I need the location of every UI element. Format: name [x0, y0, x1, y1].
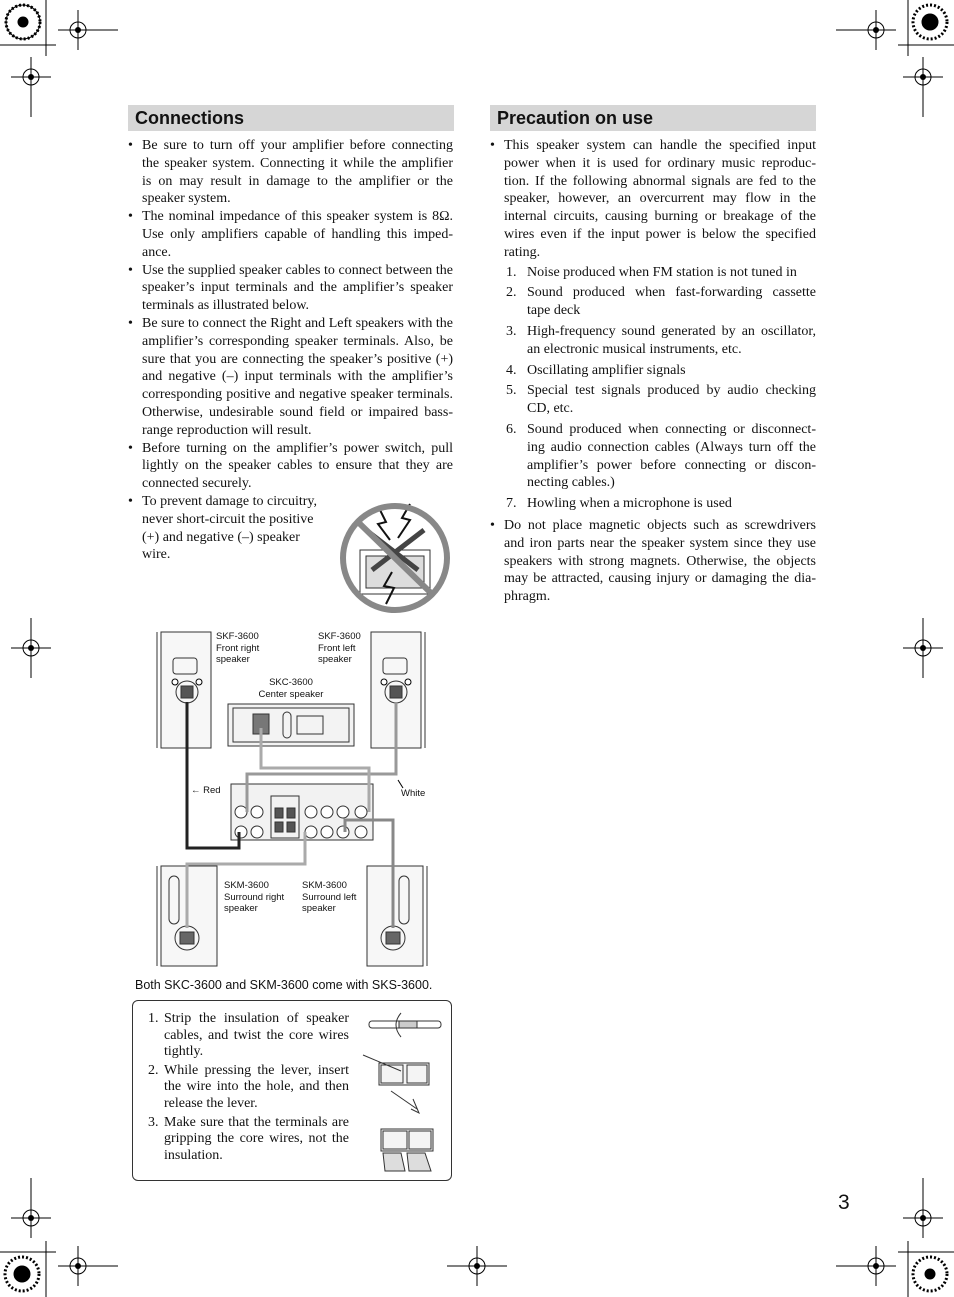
list-item: 3. Make sure that the terminals are gripping the core wires, not the insulation. — [148, 1114, 349, 1163]
steps-list — [145, 1011, 349, 1166]
list-item: 3. High-frequency sound generated by an oscillator, an electronic musical instruments, etc. — [506, 323, 816, 357]
list-item: 2. While pressing the lever, insert the wire into the hole, and then release the lever. — [148, 1062, 349, 1111]
list-item: • Use the supplied speaker cables to connect between the speaker’s input terminals and the amplifier’s speaker terminals as illustrated below. — [128, 262, 453, 315]
surround-left-label: SKM-3600 Surround left speaker — [302, 880, 357, 914]
list-item: 6. Sound produced when connecting or disconnect-ing audio connection cables (Always turn off the amplifier’s power before connecting or discon-necting cables.) — [506, 421, 816, 491]
front-right-label: SKF-3600 Front right speaker — [216, 631, 260, 665]
front-left-label: SKF-3600 Front left speaker — [318, 631, 361, 665]
registration-sunburst-icon — [6, 5, 40, 39]
list-item: • This speaker system can handle the specified input power when it is used for ordinary music reproduc-tion. If the following abnormal signals are fed to the speaker, however, an overcurrent may flow in the internal circuits, causing burning or breakage of the wires even if the input power is below the specified rating. — [490, 137, 816, 262]
list-item: 1. Strip the insulation of speaker cables, and twist the core wires tightly. — [148, 1011, 349, 1060]
list-item: • The nominal impedance of this speaker system is 8Ω. Use only amplifiers capable of handling this imped-ance. — [128, 208, 453, 261]
wire-steps-illustration — [361, 1009, 447, 1177]
abnormal-signals-list — [504, 264, 816, 513]
diagram-caption: Both SKC-3600 and SKM-3600 come with SKS-3600. — [135, 978, 433, 992]
red-cable-label: ← Red — [191, 785, 221, 796]
list-item: • Be sure to turn off your amplifier before connecting the speaker system. Connecting it while the amplifier is on may result in damage to the amplifier or the speaker system. — [128, 137, 453, 208]
list-item: • Do not place magnetic objects such as screwdrivers and iron parts near the speaker system since they use speakers with strong magnets. Otherwise, the objects may be attracted, causing injury or damaging the dia-phragm. — [490, 517, 816, 606]
registration-sunburst-icon — [913, 5, 947, 39]
center-speaker-label: SKC-3600 Center speaker — [258, 677, 324, 700]
wiring-instructions-box — [132, 1000, 452, 1181]
list-item: • Be sure to connect the Right and Left speakers with the amplifier’s corresponding speaker terminals. Also, be sure that you are connecting the speaker’s positive (+) and negative (–) input terminals with the amplifier’s corresponding positive and negative speaker terminals. Otherwise, undesirable sound field or impaired bass-range reproduction will result. — [128, 315, 453, 440]
precaution-heading: Precaution on use — [490, 105, 816, 131]
precaution-body — [490, 137, 816, 606]
list-item: 7. Howling when a microphone is used — [506, 496, 732, 512]
list-item: 1. Noise produced when FM station is not tuned in — [506, 264, 797, 280]
list-item: 2. Sound produced when fast-forwarding cassette tape deck — [506, 285, 816, 319]
list-item: 5. Special test signals produced by audio checking CD, etc. — [506, 383, 816, 417]
registration-sunburst-icon — [5, 1257, 39, 1291]
no-short-circuit-icon — [338, 500, 452, 614]
registration-sunburst-icon — [913, 1257, 947, 1291]
list-item: • Before turning on the amplifier’s power switch, pull lightly on the speaker cables to ensure that they are connected securely. — [128, 440, 453, 493]
page-number: 3 — [838, 1191, 850, 1214]
white-cable-label: White — [401, 788, 426, 799]
list-item: 4. Oscillating amplifier signals — [506, 362, 686, 378]
list-item: • To prevent damage to circuitry, never short-circuit the positive (+) and negative (–) speaker wire. — [128, 493, 325, 564]
surround-right-label: SKM-3600 Surround right speaker — [224, 880, 285, 914]
connections-heading: Connections — [128, 105, 454, 131]
